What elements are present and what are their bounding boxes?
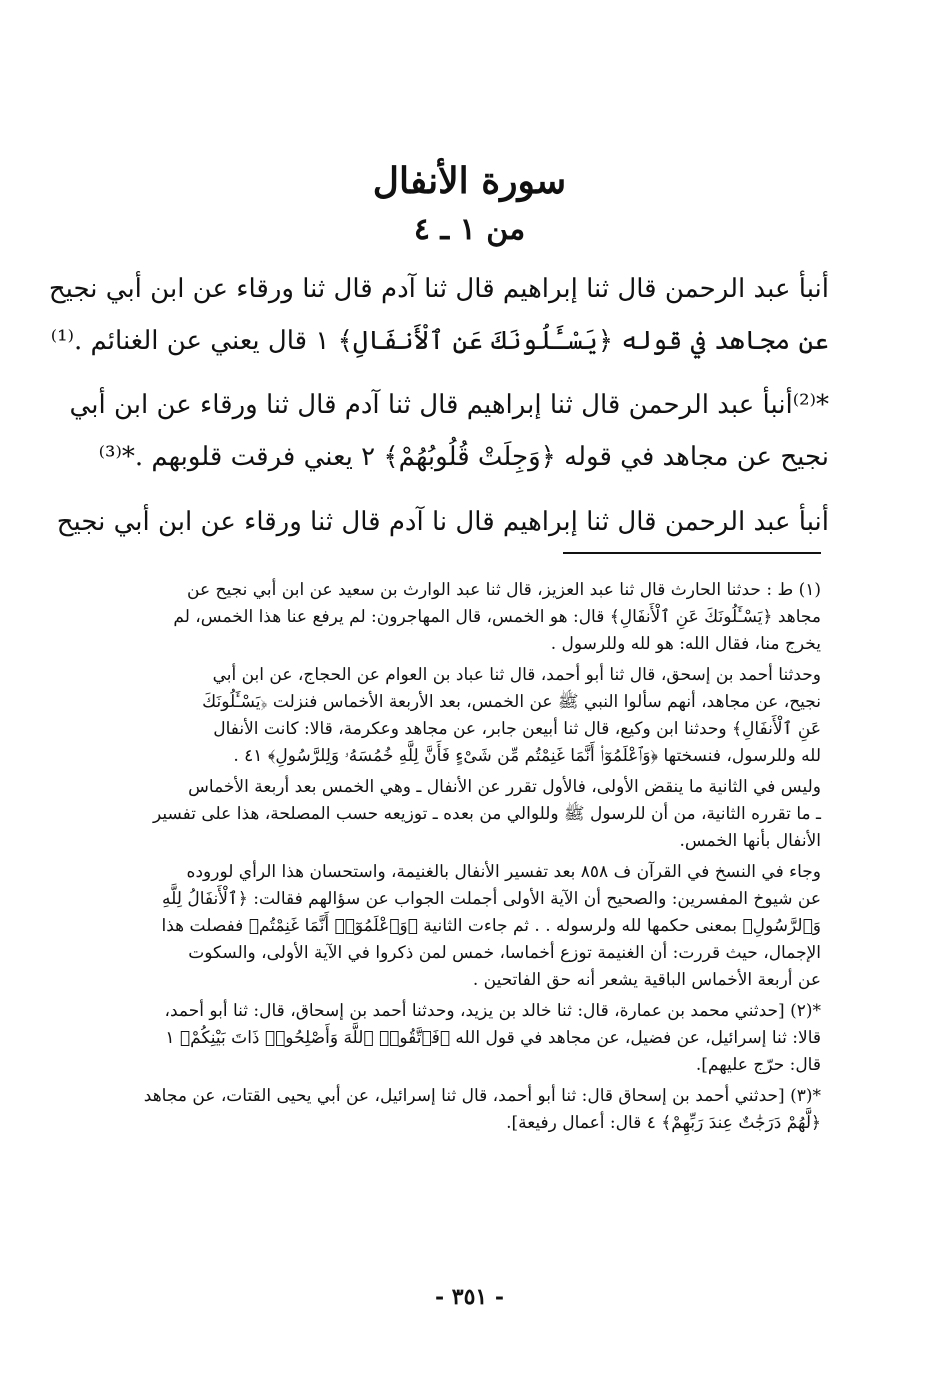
page-number: - ٣٥١ - — [434, 1284, 505, 1310]
footnote-line: عن أربعة الأخماس الباقية يشعر أنه حق الفاتحين . — [472, 970, 821, 990]
footnote-line: يخرج منا، فقال الله: هو لله وللرسول . — [550, 634, 821, 654]
footnote-line: (١) ط : حدثنا الحارث قال ثنا عبد العزيز، قال ثنا عبد الوارث بن سعيد عن ابن أبي نجيح عن — [187, 580, 821, 600]
text-line: *⁽²⁾أنبأ عبد الرحمن قال ثنا إبراهيم قال ثنا آدم قال ثنا ورقاء عن ابن أبي — [69, 390, 829, 420]
footnote-line: الأنفال بأنها الخمس. — [679, 831, 821, 851]
narration-paragraph-3 — [56, 496, 829, 548]
footnote-line: عَنِ ٱلْأَنفَالِ﴾ وحدثنا ابن وكيع، قال ثنا أبيعن جابر، عن مجاهد وعكرمة، قالا: كانت الأنفال — [213, 719, 821, 739]
footnote-line: قال: حرّج عليهم]. — [695, 1055, 821, 1075]
footnote-3 — [127, 1083, 821, 1137]
footnote-1-continued-c — [127, 859, 821, 994]
footnote-line: ـ ما تقرره الثانية، من أن للرسول ﷺ وللوالي من بعده ـ توزيعه حسب المصلحة، هذا على تفسير — [152, 804, 821, 824]
footnote-1-continued-a — [127, 662, 821, 770]
text-line: نجيح عن مجاهد في قوله ﴿وَجِلَتْ قُلُوبُهُمْ﴾ ٢ يعني فرقت قلوبهم .*⁽³⁾ — [98, 442, 829, 472]
footnote-line: مجاهد ﴿يَسْـَٔلُونَكَ عَنِ ٱلْأَنفَالِ﴾ قال: هو الخمس، قال المهاجرون: لم يرفع عنا هذا الخمس، لم — [173, 607, 821, 627]
footnote-line: عن شيوخ المفسرين: والصحيح أن الآية الأولى أجملت الجواب عن سؤالهم فقالت: ﴿ٱلْأَنفَالُ لِلَّهِ — [162, 889, 821, 909]
narration-paragraph-2 — [69, 379, 829, 483]
surah-title: سورة الأنفال — [372, 160, 567, 202]
footnote-line: لله وللرسول، فنسختها ﴿وَٱعْلَمُوٓا۟ أَنَّمَا غَنِمْتُم مِّن شَىْءٍ فَأَنَّ لِلَّهِ خُمُسَهُۥ وَلِلرَّسُولِ﴾ ٤١ . — [233, 746, 821, 766]
footnote-1 — [127, 577, 821, 658]
footnote-line: وجاء في النسخ في القرآن ف ٨٥٨ بعد تفسير الأنفال بالغنيمة، واستحسان هذا الرأي لوروده — [186, 862, 821, 882]
footnote-line: وحدثنا أحمد بن إسحق، قال ثنا أبو أحمد، قال ثنا عباد بن العوام عن الحجاج، عن ابن أبي — [212, 665, 821, 685]
footnote-line: ﴿لَّهُمْ دَرَجَٰتٌ عِندَ رَبِّهِمْ﴾ ٤ قال: أعمال رفيعة]. — [506, 1113, 821, 1133]
footnote-divider — [563, 552, 821, 554]
footnote-line: نجيح، عن مجاهد، أنهم سألوا النبي ﷺ عن الخمس، بعد الأربعة الأخماس فنزلت ﴿يَسْـَٔلُونَكَ — [202, 692, 821, 712]
narration-paragraph-1 — [48, 263, 829, 367]
footnote-2 — [127, 998, 821, 1079]
footnotes — [127, 577, 821, 1137]
footnote-line: الإجمال، حيث قررت: أن الغنيمة توزع أخماسا، خمس لمن ذكروا في الآية الأولى، والسكوت — [188, 943, 821, 963]
verse-range: من ١ ـ ٤ — [413, 212, 526, 247]
text-line: عن مجاهد في قوله ﴿يَسْـَٔلُونَكَ عَنِ ٱلْأَنفَالِ﴾ ١ قال يعني عن الغنائم .⁽¹⁾ — [50, 326, 829, 356]
text-line: أنبأ عبد الرحمن قال ثنا إبراهيم قال ثنا آدم قال ثنا ورقاء عن ابن أبي نجيح — [48, 274, 829, 304]
footnote-1-continued-b — [127, 774, 821, 855]
footnote-line: وليس في الثانية ما ينقض الأولى، فالأول تقرر عن الأنفال ـ وهي الخمس بعد أربعة الأخماس — [188, 777, 821, 797]
footnote-line: قالا: ثنا إسرائيل، عن فضيل، عن مجاهد في قول الله ﴿فَٱتَّقُوا۟ ٱللَّهَ وَأَصْلِحُوا۟ ذَاتَ بَيْنِكُمْ﴾ ١ — [165, 1028, 821, 1048]
text-line: أنبأ عبد الرحمن قال ثنا إبراهيم قال نا آدم قال ثنا ورقاء عن ابن أبي نجيح — [56, 507, 829, 537]
footnote-line: *(٢) [حدثني محمد بن عمارة، قال: ثنا خالد بن يزيد، وحدثنا أحمد بن إسحاق، قال: ثنا أبو أحمد، — [164, 1001, 821, 1021]
footnote-line: وَٱلرَّسُولِ﴾ بمعنى حكمها لله ولرسوله . . ثم جاءت الثانية ﴿وَٱعْلَمُوٓا۟ أَنَّمَا غَنِمْتُم﴾ ففصلت هذا — [161, 916, 821, 936]
footnote-line: *(٣) [حدثني أحمد بن إسحاق قال: ثنا أبو أحمد، قال ثنا إسرائيل، عن أبي يحيى القتات، عن مجاهد — [143, 1086, 821, 1106]
